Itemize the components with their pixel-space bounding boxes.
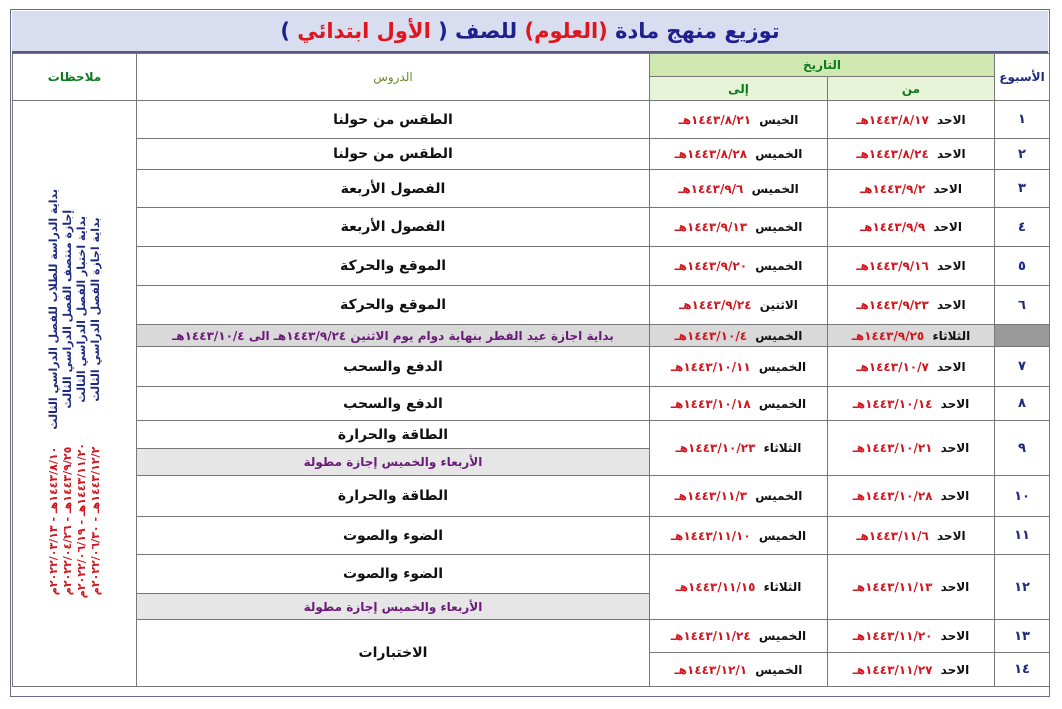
break-from-cell [828, 325, 995, 347]
week-number: ١٠ [995, 476, 1050, 517]
week-number: ٥ [995, 247, 1050, 286]
to-date-cell [650, 170, 828, 208]
week-number: ٨ [995, 387, 1050, 421]
to-day: الخميس [755, 489, 803, 503]
header-week: الأسبوع [995, 54, 1050, 101]
from-date-cell [828, 347, 995, 387]
header-notes: ملاحظات [13, 54, 137, 101]
header-lessons: الدروس [137, 54, 650, 101]
break-week-cell [995, 325, 1050, 347]
to-date-cell [650, 286, 828, 325]
from-date-cell [828, 653, 995, 687]
from-day: الاحد [937, 112, 966, 127]
from-day: الاحد [940, 662, 970, 677]
to-date-cell [650, 101, 828, 139]
from-date: ١٤٤٣/١٠/٢٨هـ [852, 489, 933, 503]
from-day: الاحد [937, 259, 966, 273]
from-day: الاحد [933, 220, 962, 234]
to-day: الخميس [755, 259, 803, 273]
to-day: الخيس [759, 112, 799, 127]
from-date-cell [828, 476, 995, 517]
lesson: الطاقة والحرارة [137, 476, 650, 517]
from-date: ١٤٤٣/٩/٢٣هـ [856, 298, 929, 312]
notes-column [13, 101, 137, 687]
from-date: ١٤٤٣/١١/١٣هـ [852, 580, 933, 594]
break-row [13, 325, 1050, 347]
from-day: الاحد [933, 181, 962, 196]
from-day: الثلاثاء [932, 328, 971, 343]
notes-titles [47, 189, 102, 430]
holiday-note: الأربعاء والخميس إجازة مطولة [137, 594, 650, 620]
to-day: الثلاثاء [763, 441, 802, 455]
page-title [12, 11, 1048, 53]
to-day: الاثنين [759, 298, 798, 312]
to-day: الخميس [755, 328, 803, 343]
break-note: بداية اجازة عيد الفطر بنهاية دوام يوم الاثنين ١٤٤٣/٩/٢٤هـ الى ١٤٤٣/١٠/٤هـ [137, 325, 650, 347]
from-date-cell [828, 555, 995, 620]
to-day: الخميس [755, 662, 803, 677]
note-line-2: إجازة منتصف الفصل الدراسي الثالث [61, 209, 74, 409]
lesson: الطاقة والحرارة [137, 421, 650, 449]
lesson: الدفع والسحب [137, 347, 650, 387]
to-date-cell [650, 517, 828, 555]
to-date-cell [650, 421, 828, 476]
to-date-cell [650, 208, 828, 247]
week-number: ٦ [995, 286, 1050, 325]
week-number: ٩ [995, 421, 1050, 476]
table-row [13, 421, 1050, 449]
to-date-cell [650, 247, 828, 286]
to-date-cell [650, 139, 828, 170]
note-line-1: بداية الدراسة للطلاب للفصل الدراسي الثالث [47, 188, 60, 430]
from-date: ١٤٤٣/٨/١٧هـ [856, 112, 929, 127]
from-date: ١٤٤٣/٨/٢٤هـ [856, 147, 929, 161]
from-day: الاحد [937, 528, 966, 543]
week-number: ١٣ [995, 620, 1050, 653]
to-date: ١٤٤٣/١٠/١١هـ [670, 359, 751, 374]
from-date-cell [828, 208, 995, 247]
to-date-cell [650, 653, 828, 687]
lesson: الاختبارات [137, 620, 650, 687]
to-date: ١٤٤٣/٨/٢١هـ [678, 112, 752, 127]
to-date-cell [650, 347, 828, 387]
to-day: الخميس [758, 359, 807, 374]
note-date-2: ١٤٤٣/٩/٢٥هـ - ٢٠٢٢/٠٤/٢٦م [61, 446, 74, 596]
header-to: إلى [650, 77, 828, 101]
table-row [13, 170, 1050, 208]
to-date: ١٤٤٣/٩/٢٠هـ [674, 259, 748, 273]
to-date: ١٤٤٣/١٢/١هـ [674, 662, 748, 677]
to-date: ١٤٤٣/١٠/١٨هـ [670, 396, 751, 411]
from-date-cell [828, 517, 995, 555]
lesson: الفصول الأربعة [137, 170, 650, 208]
table-row [13, 476, 1050, 517]
from-date-cell [828, 286, 995, 325]
from-date-cell [828, 620, 995, 653]
table-row [13, 208, 1050, 247]
table-row [13, 620, 1050, 653]
to-date: ١٤٤٣/١١/٢٤هـ [670, 629, 751, 643]
header-date: التاريخ [650, 54, 995, 77]
from-day: الاحد [940, 629, 970, 643]
from-day: الاحد [940, 489, 970, 503]
to-day: الخميس [755, 147, 803, 161]
from-date-cell [828, 170, 995, 208]
to-date: ١٤٤٣/٩/٢٤هـ [679, 298, 752, 312]
notes-dates [47, 443, 102, 598]
from-date: ١٤٤٣/١١/٦هـ [856, 528, 929, 543]
from-day: الاحد [937, 147, 966, 161]
table-row [13, 347, 1050, 387]
from-date: ١٤٤٣/٩/٢هـ [860, 181, 926, 196]
lesson: الموقع والحركة [137, 286, 650, 325]
from-day: الاحد [937, 298, 966, 312]
lesson: الموقع والحركة [137, 247, 650, 286]
header-from: من [828, 77, 995, 101]
from-day: الاحد [937, 359, 966, 374]
to-date-cell [650, 555, 828, 620]
from-date-cell [828, 387, 995, 421]
title-subject: (العلوم) [524, 19, 608, 43]
from-date-cell [828, 247, 995, 286]
title-suffix: ) [280, 19, 290, 43]
week-number: ١٤ [995, 653, 1050, 687]
holiday-note: الأربعاء والخميس إجازة مطولة [137, 449, 650, 476]
week-number: ٣ [995, 170, 1050, 208]
from-date: ١٤٤٣/١٠/١٤هـ [852, 396, 933, 411]
from-date: ١٤٤٣/١٠/٧هـ [856, 359, 929, 374]
week-number: ١٢ [995, 555, 1050, 620]
lesson: الطقس من حولنا [137, 139, 650, 170]
to-date-cell [650, 476, 828, 517]
to-day: الثلاثاء [763, 580, 802, 594]
table-row [13, 286, 1050, 325]
lesson: الطقس من حولنا [137, 101, 650, 139]
lesson: الضوء والصوت [137, 517, 650, 555]
to-date: ١٤٤٣/١٠/٤هـ [674, 328, 748, 343]
curriculum-table [12, 53, 1050, 687]
to-day: الخميس [758, 629, 807, 643]
note-date-3: ١٤٤٣/١١/٢٠هـ - ٢٠٢٢/٠٦/١٩م [75, 443, 88, 599]
week-number: ١١ [995, 517, 1050, 555]
title-grade: الأول ابتدائي [297, 19, 431, 43]
to-day: الخميس [758, 528, 807, 543]
to-date: ١٤٤٣/١١/١٥هـ [675, 580, 756, 594]
lesson: الفصول الأربعة [137, 208, 650, 247]
title-mid: للصف ( [438, 19, 518, 43]
from-date: ١٤٤٣/١١/٢٧هـ [852, 662, 933, 677]
table-row [13, 101, 1050, 139]
lesson: الدفع والسحب [137, 387, 650, 421]
to-day: الخميس [758, 396, 807, 411]
table-row [13, 517, 1050, 555]
week-number: ٤ [995, 208, 1050, 247]
note-date-4: ١٤٤٣/١٢/٢هـ - ٢٠٢٢/٠٦/٣٠م [89, 446, 102, 596]
from-day: الاحد [940, 580, 970, 594]
from-date-cell [828, 101, 995, 139]
from-date: ١٤٤٣/٩/٢٥هـ [851, 328, 925, 343]
notes-content [13, 189, 136, 599]
table-row [13, 139, 1050, 170]
from-date-cell [828, 421, 995, 476]
from-day: الاحد [940, 396, 970, 411]
to-date-cell [650, 387, 828, 421]
to-date: ١٤٤٣/٩/٦هـ [678, 181, 744, 196]
note-line-4: بداية اجازة الفصل الدراسي الثالث [89, 216, 102, 401]
from-date-cell [828, 139, 995, 170]
week-number: ٢ [995, 139, 1050, 170]
week-number: ٧ [995, 347, 1050, 387]
to-date: ١٤٤٣/٩/١٣هـ [674, 220, 748, 234]
from-date: ١٤٤٣/١٠/٢١هـ [852, 441, 933, 455]
table-row [13, 387, 1050, 421]
break-to-cell [650, 325, 828, 347]
to-day: الخميس [751, 181, 799, 196]
from-date: ١٤٤٣/١١/٢٠هـ [852, 629, 933, 643]
to-date: ١٤٤٣/١٠/٢٣هـ [675, 441, 756, 455]
title-prefix: توزيع منهج مادة [615, 19, 780, 43]
note-line-3: بداية اختبار الفصل الدراسي الثالث [75, 215, 88, 403]
table-row [13, 247, 1050, 286]
from-date: ١٤٤٣/٩/١٦هـ [856, 259, 929, 273]
lesson: الضوء والصوت [137, 555, 650, 594]
note-date-1: ١٤٤٣/٨/١٠هـ - ٢٠٢٢/٠٣/١٣م [47, 446, 60, 596]
to-date-cell [650, 620, 828, 653]
to-date: ١٤٤٣/٨/٢٨هـ [674, 147, 748, 161]
to-date: ١٤٤٣/١١/١٠هـ [670, 528, 751, 543]
table-row [13, 555, 1050, 594]
from-date: ١٤٤٣/٩/٩هـ [860, 220, 926, 234]
week-number: ١ [995, 101, 1050, 139]
from-day: الاحد [940, 441, 970, 455]
to-date: ١٤٤٣/١١/٣هـ [674, 489, 748, 503]
to-day: الخميس [755, 220, 803, 234]
